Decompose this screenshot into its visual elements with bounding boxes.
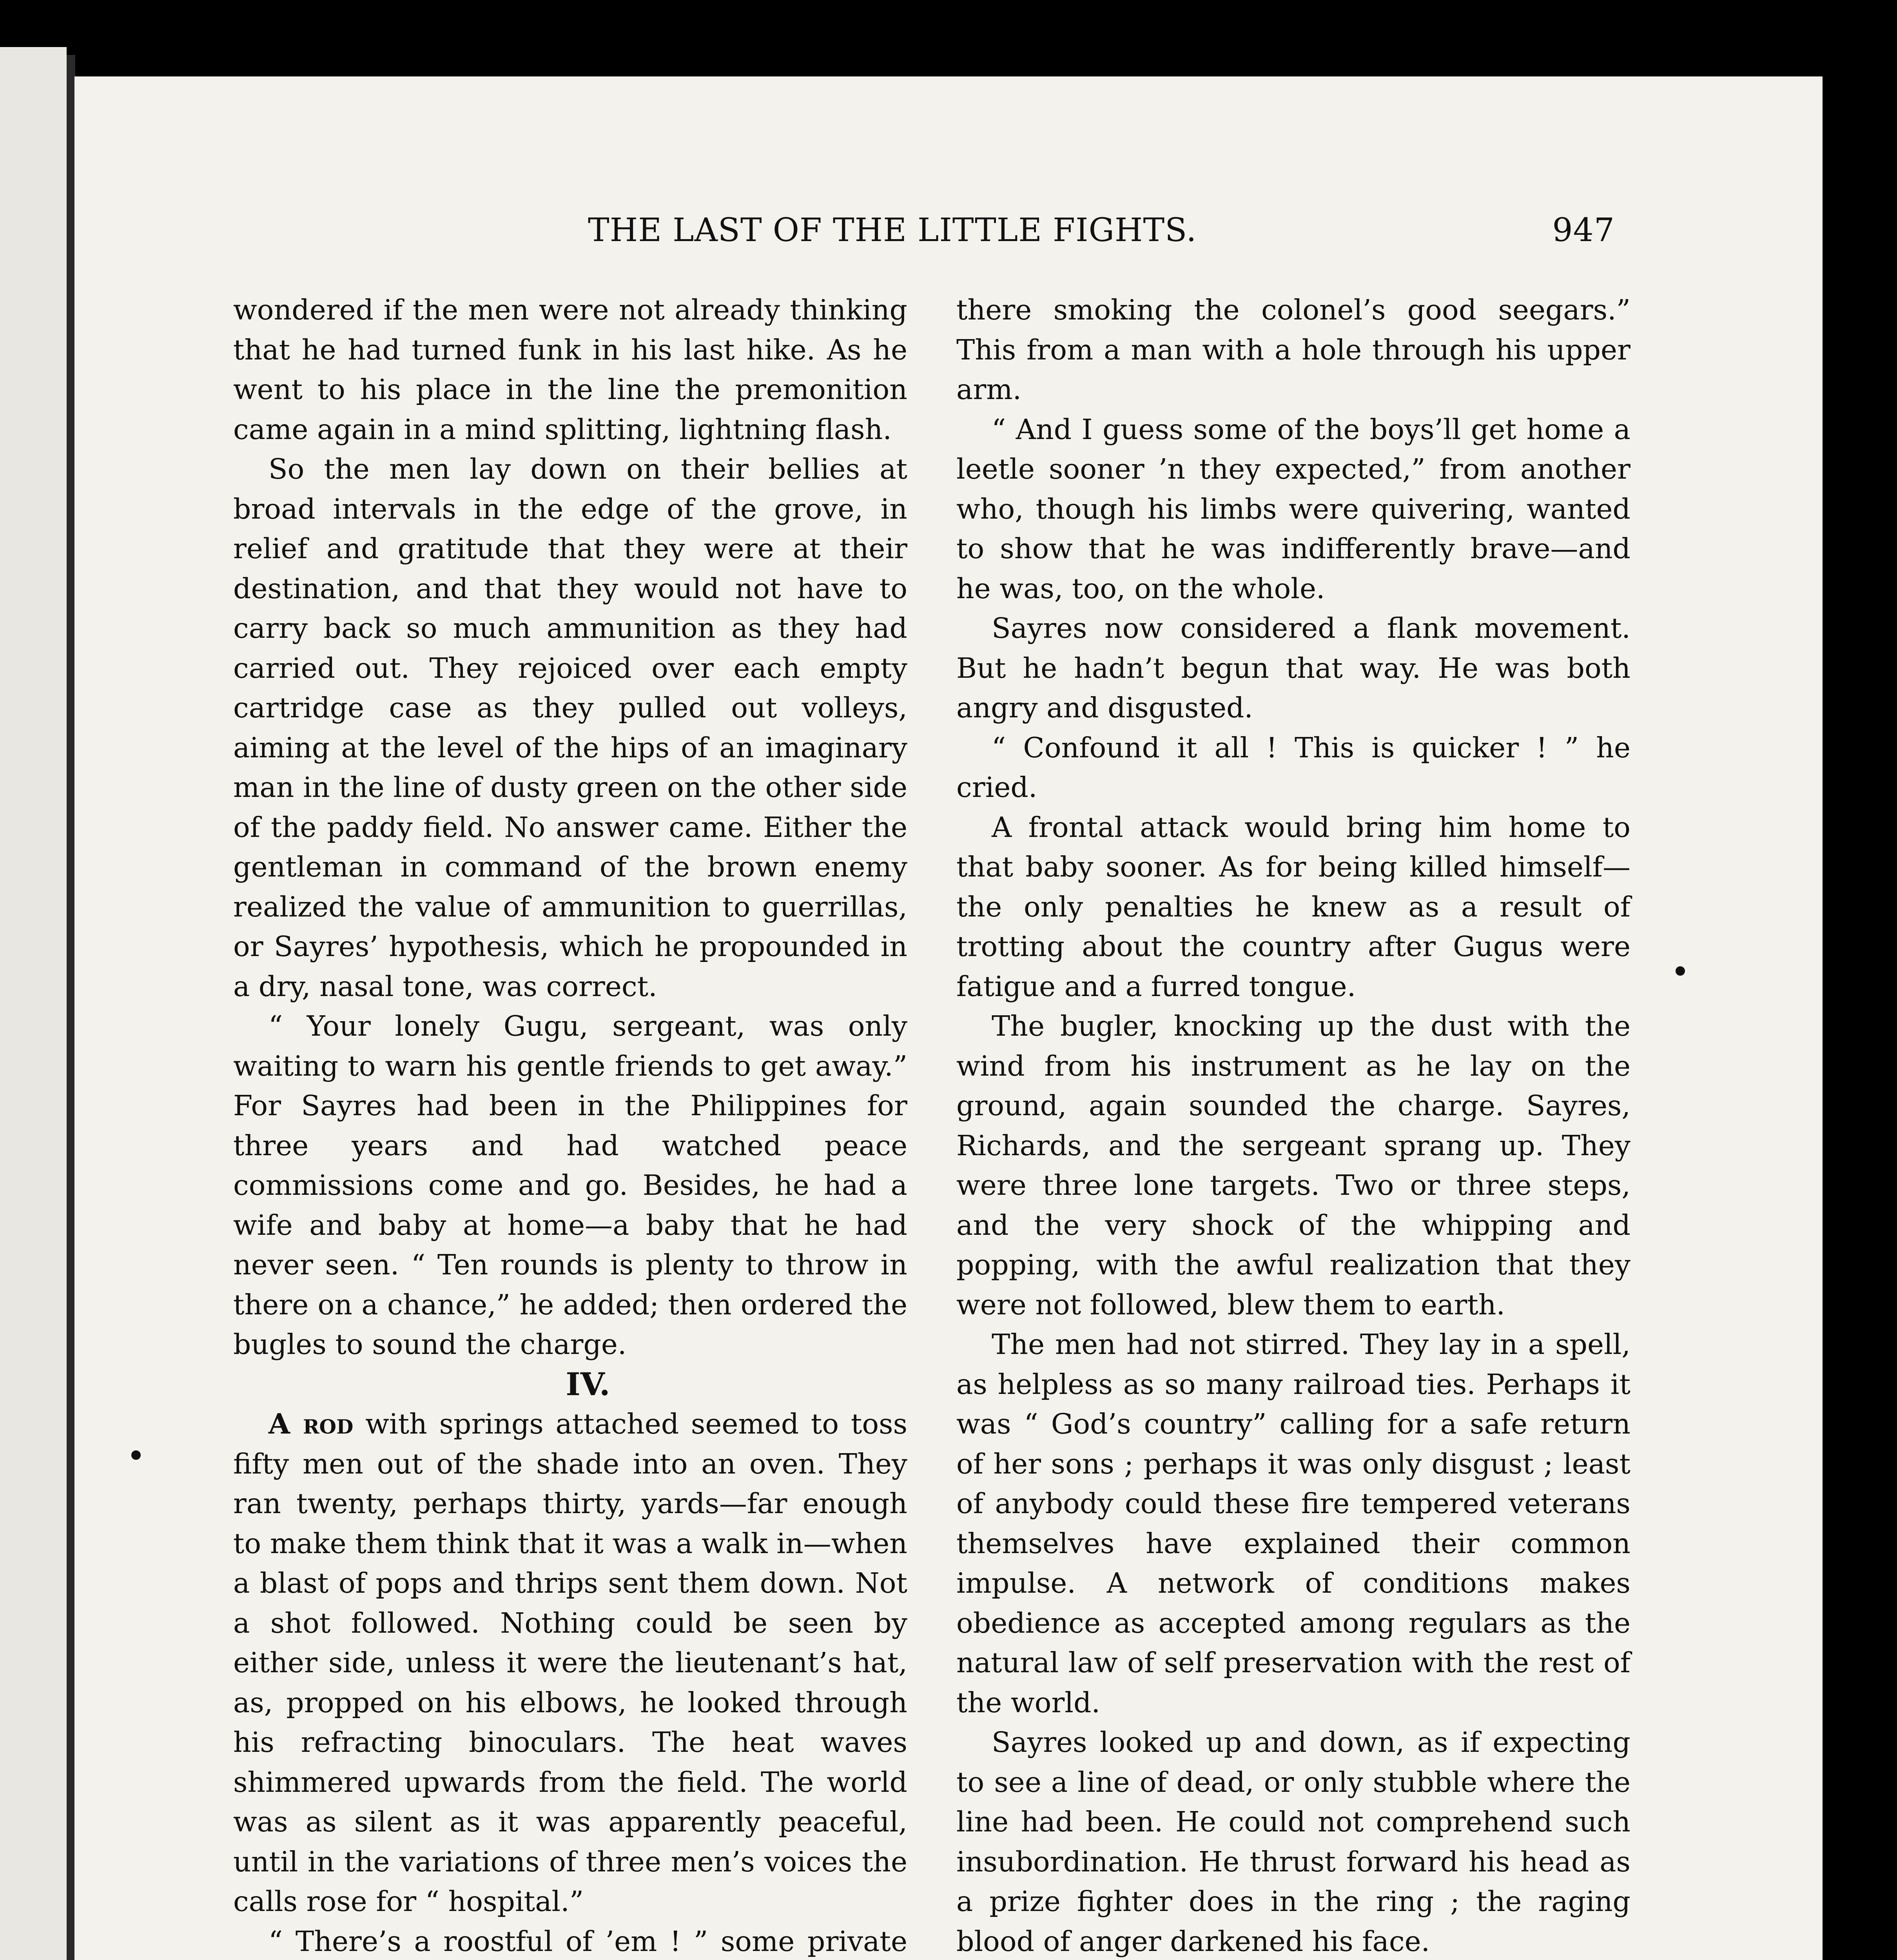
paragraph-text: with springs attached seemed to toss fifty men out of the shade into an oven. They ran twenty, perhaps thirty, yards—far enough to make them think that it was a walk in—when a blast of pops and thrips sent them down. Not a shot followed. Nothing could be seen by either side, unless it were the lieutenant’s hat, as, propped on his elbows, he looked through his refracting binoculars. The heat waves shimmered upwards from the field. The world was as silent as it was apparently peaceful, until in the variations of three men’s voices the calls rose for “ hospital.” [233,1408,908,1918]
running-header [588,212,1615,259]
book-spine [67,55,75,1960]
paragraph: The bugler, knocking up the dust with the wind from his instrument as he lay on the ground, again sounded the charge. Sayres, Richards, and the sergeant sprang up. They were three lone targets. Two or three steps, and the very shock of the whipping and popping, with the awful realization that they were not followed, blew them to earth. [956,1010,1630,1321]
paragraph: “ There’s a roostful of ’em ! ” some private [268,1925,907,1958]
running-title: THE LAST OF THE LITTLE FIGHTS. [588,212,1197,249]
paragraph: The men had not stirred. They lay in a spell, as helpless as so many railroad ties. Perhaps it was “ God’s country” calling for a safe return of her sons ; perhaps it was only disgust ; least of anybody could these fire tempered veterans themselves have explained their common impulse. A network of conditions makes obedience as accepted among regulars as the natural law of self preservation with the rest of the world. [956,1328,1630,1719]
section-heading: IV. [566,1365,610,1403]
paragraph: there smoking the colonel’s good seegars.” This from a man with a hole through his upper arm. [956,294,1630,406]
paragraph [233,1404,907,1922]
paragraph: “ And I guess some of the boys’ll get home a leetle sooner ’n they expected,” from another who, though his limbs were quivering, wanted to show that he was indifferently brave—and he was, too, on the whole. [956,413,1630,605]
paragraph: So the men lay down on their bellies at broad intervals in the edge of the grove, in relief and gratitude that they were at their destination, and that they would not have to carry back so much ammunition as they had carried out. They rejoiced over each empty cartridge case as they pulled out volleys, aiming at the level of the hips of an imaginary man in the line of dusty green on the other side of the paddy field. No answer came. Either the gentleman in command of the brown enemy realized the value of ammunition to guerrillas, or Sayres’ hypothesis, which he propounded in a dry, nasal tone, was correct. [233,453,907,1003]
paragraph: Sayres looked up and down, as if expecting to see a line of dead, or only stubble where the line had been. He could not comprehend such insubordination. He thrust forward his head as a prize fighter does in the ring ; the raging blood of anger darkened his face. [956,1726,1630,1958]
page-number: 947 [1552,212,1615,249]
paragraph: wondered if the men were not already thinking that he had turned funk in his last hike. As he went to his place in the line the premonition came again in a mind splitting, lightning flash. [233,294,907,446]
previous-page-edge [0,47,67,1960]
right-column [956,290,1630,1960]
paragraph: “ Confound it all ! This is quicker ! ” he cried. [956,731,1630,804]
section-opening-smallcaps: A rod [268,1407,354,1440]
paragraph: A frontal attack would bring him home to that baby sooner. As for being killed himself—the only penalties he knew as a result of trotting about the country after Gugus were fatigue and a furred tongue. [956,811,1630,1003]
ink-speck [1676,966,1685,976]
ink-speck [131,1450,141,1460]
paragraph: “ Your lonely Gugu, sergeant, was only waiting to warn his gentle friends to get away.” For Sayres had been in the Philippines for three years and had watched peace commissions come and go. Besides, he had a wife and baby at home—a baby that he had never seen. “ Ten rounds is plenty to throw in there on a chance,” he added; then ordered the bugles to sound the charge. [233,1010,907,1361]
paragraph: Sayres now considered a flank movement. But he hadn’t begun that way. He was both angry and disgusted. [956,612,1630,724]
left-column [233,290,907,1960]
